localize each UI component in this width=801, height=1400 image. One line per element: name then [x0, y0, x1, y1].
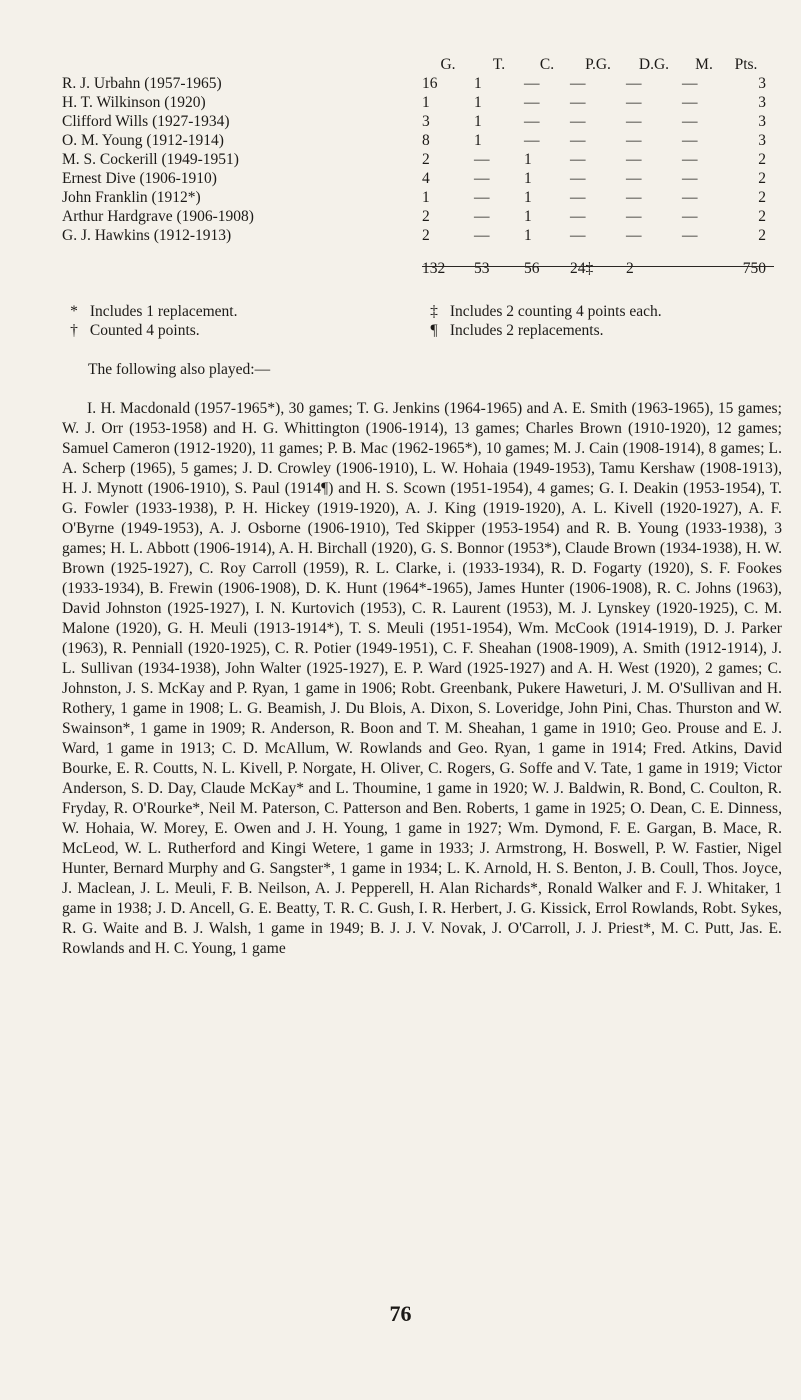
- player-name: Arthur Hardgrave (1906-1908): [62, 208, 254, 225]
- scoring-table: [62, 54, 766, 278]
- cell-m: —: [682, 151, 698, 168]
- cell-pg: —: [570, 208, 586, 225]
- cell-pg: —: [570, 94, 586, 111]
- player-name: Clifford Wills (1927-1934): [62, 113, 230, 130]
- cell-pts: 3: [758, 94, 766, 111]
- cell-g: 2: [422, 208, 430, 225]
- cell-c: 1: [524, 151, 532, 168]
- cell-pg: —: [570, 227, 586, 244]
- cell-g: 8: [422, 132, 430, 149]
- cell-dg: —: [626, 94, 642, 111]
- footnote: [62, 321, 422, 340]
- total-g: 132: [422, 260, 446, 277]
- footnote: [422, 302, 782, 321]
- cell-m: —: [682, 208, 698, 225]
- cell-g: 16: [422, 75, 438, 92]
- cell-pg: —: [570, 189, 586, 206]
- footnote-mark: *: [70, 303, 78, 320]
- total-pg: 24‡: [570, 260, 594, 277]
- totals-row: [62, 245, 766, 278]
- header-name: [62, 54, 422, 74]
- cell-t: 1: [474, 75, 482, 92]
- cell-pts: 3: [758, 75, 766, 92]
- cell-g: 1: [422, 189, 430, 206]
- player-name: G. J. Hawkins (1912-1913): [62, 227, 232, 244]
- total-t: 53: [474, 260, 490, 277]
- cell-g: 1: [422, 94, 430, 111]
- cell-pts: 2: [758, 170, 766, 187]
- cell-dg: —: [626, 132, 642, 149]
- cell-m: —: [682, 94, 698, 111]
- cell-dg: —: [626, 208, 642, 225]
- cell-pg: —: [570, 113, 586, 130]
- total-pts: 750: [742, 260, 766, 277]
- cell-m: —: [682, 113, 698, 130]
- totals-rule: [422, 266, 774, 267]
- player-name: Ernest Dive (1906-1910): [62, 170, 217, 187]
- footnote-row: [62, 321, 782, 340]
- cell-c: 1: [524, 208, 532, 225]
- table-row: [62, 93, 766, 112]
- cell-c: 1: [524, 189, 532, 206]
- cell-pg: —: [570, 75, 586, 92]
- cell-t: 1: [474, 132, 482, 149]
- cell-pg: —: [570, 170, 586, 187]
- cell-m: —: [682, 170, 698, 187]
- footnote-text: Includes 2 replacements.: [449, 322, 604, 339]
- table-row: [62, 169, 766, 188]
- cell-m: —: [682, 227, 698, 244]
- cell-c: 1: [524, 227, 532, 244]
- cell-g: 2: [422, 227, 430, 244]
- total-m: [682, 245, 726, 278]
- cell-pg: —: [570, 132, 586, 149]
- cell-pg: —: [570, 151, 586, 168]
- footnote-mark: ‡: [430, 303, 438, 320]
- header-goals: G.: [440, 55, 456, 73]
- table-row: [62, 150, 766, 169]
- table-header-row: [62, 54, 766, 74]
- cell-g: 3: [422, 113, 430, 130]
- cell-c: —: [524, 94, 540, 111]
- cell-pts: 2: [758, 208, 766, 225]
- cell-t: —: [474, 151, 490, 168]
- cell-dg: —: [626, 113, 642, 130]
- cell-g: 2: [422, 151, 430, 168]
- cell-c: —: [524, 132, 540, 149]
- table-row: [62, 188, 766, 207]
- cell-c: —: [524, 113, 540, 130]
- total-dg: 2: [626, 260, 634, 277]
- footnote-text: Includes 2 counting 4 points each.: [449, 303, 662, 320]
- cell-pts: 2: [758, 189, 766, 206]
- cell-dg: —: [626, 227, 642, 244]
- table-row: [62, 226, 766, 245]
- header-conversions: C.: [539, 55, 555, 73]
- section-intro: The following also played:—: [88, 361, 271, 378]
- table-row: [62, 74, 766, 93]
- footnote-mark: ¶: [430, 322, 438, 339]
- cell-m: —: [682, 132, 698, 149]
- cell-t: —: [474, 189, 490, 206]
- table-row: [62, 207, 766, 226]
- player-name: O. M. Young (1912-1914): [62, 132, 224, 149]
- cell-pts: 3: [758, 113, 766, 130]
- cell-pts: 2: [758, 227, 766, 244]
- total-c: 56: [524, 260, 540, 277]
- players-paragraph: I. H. Macdonald (1957-1965*), 30 games; T. G. Jenkins (1964-1965) and A. E. Smith (1963-1965), 15 games; W. J. Orr (1953-1958) and H. G. Whittington (1906-1914), 13 games; Charles Brown (1910-1920), 12 games; Samuel Cameron (1912-1920), 11 games; P. B. Mac (1962-1965*), 10 games; M. J. Cain (1908-1914), 8 games; L. A. Scherp (1965), 5 games; J. D. Crowley (1906-1910), L. W. Hohaia (1949-1953), Tamu Kershaw (1908-1913), H. J. Mynott (1906-1910), S. Paul (1914¶) and H. S. Scown (1951-1954), 4 games; G. I. Deakin (1953-1954), T. G. Fowler (1933-1938), P. H. Hickey (1919-1920), A. J. King (1919-1920), A. L. Kivell (1920-1927), A. F. O'Byrne (1949-1953), A. J. Osborne (1906-1910), Ted Skipper (1953-1954) and R. B. Young (1933-1938), 3 games; H. L. Abbott (1906-1914), A. H. Birchall (1920), G. S. Bonnor (1953*), Claude Brown (1934-1938), H. W. Brown (1925-1927), C. Roy Carroll (1959), R. L. Clarke, i. (1933-1934), R. D. Fogarty (1920), S. F. Fookes (1933-1934), B. Frewin (1906-1908), D. K. Hunt (1964*-1965), James Hunter (1906-1908), R. C. Johns (1963), David Johnston (1925-1927), I. N. Kurtovich (1953), C. R. Laurent (1953), M. J. Lynskey (1920-1925), C. M. Malone (1920), G. H. Meuli (1913-1914*), T. S. Meuli (1951-1954), Wm. McCook (1914-1919), D. J. Parker (1963), R. Penniall (1920-1925), C. R. Potier (1949-1951), C. F. Sheahan (1908-1909), A. Smith (1912-1914), J. L. Sullivan (1934-1938), John Walter (1925-1927), E. P. Ward (1925-1927) and A. H. West (1920), 2 games; C. Johnston, J. S. McKay and P. Ryan, 1 game in 1906; Robt. Greenbank, Pukere Haweturi, J. M. O'Sullivan and H. Rothery, 1 game in 1908; L. G. Beamish, J. Du Blois, A. Dixon, S. Loveridge, John Pini, Chas. Thurston and W. Swainson*, 1 game in 1909; R. Anderson, R. Boon and T. M. Sheahan, 1 game in 1910; Geo. Prouse and E. J. Ward, 1 game in 1913; C. D. McAllum, W. Rowlands and Geo. Ryan, 1 game in 1914; Fred. Atkins, David Bourke, E. R. Coutts, N. L. Kivell, P. Norgate, H. Oliver, C. Rogers, G. Soffe and V. Tate, 1 game in 1919; Victor Anderson, S. D. Day, Claude McKay* and L. Thoumine, 1 game in 1920; W. J. Baldwin, R. Bond, C. Coulton, R. Fryday, R. O'Rourke*, Neil M. Paterson, C. Patterson and Ben. Roberts, 1 game in 1925; O. Dean, C. E. Dinness, W. Hohaia, W. Morey, E. Owen and J. H. Young, 1 game in 1927; Wm. Dymond, F. E. Gargan, B. Mace, R. McLeod, W. L. Rutherford and Kingi Wetere, 1 game in 1933; J. Armstrong, H. Boswell, P. W. Fastier, Nigel Hunter, Bernard Murphy and G. Sangster*, 1 game in 1934; L. K. Arnold, H. S. Benton, J. B. Coull, Thos. Joyce, J. Maclean, J. L. Meuli, F. B. Neilson, A. J. Pepperell, H. Alan Richards*, Ronald Walker and F. J. Whitaker, 1 game in 1938; J. D. Ancell, G. E. Beatty, T. R. C. Gush, I. R. Herbert, J. G. Kissick, Errol Rowlands, Robt. Sykes, R. G. Waite and B. J. Walsh, 1 game in 1949; B. J. J. V. Novak, J. O'Carroll, J. J. Priest*, M. C. Putt, Jas. E. Rowlands and H. C. Young, 1 game: [62, 399, 782, 957]
- footnote-row: [62, 302, 782, 321]
- cell-t: —: [474, 227, 490, 244]
- footnote-text: Counted 4 points.: [89, 322, 200, 339]
- cell-m: —: [682, 189, 698, 206]
- player-name: M. S. Cockerill (1949-1951): [62, 151, 239, 168]
- cell-pts: 3: [758, 132, 766, 149]
- footnote-text: Includes 1 replacement.: [89, 303, 238, 320]
- cell-dg: —: [626, 170, 642, 187]
- table-row: [62, 112, 766, 131]
- player-name: H. T. Wilkinson (1920): [62, 94, 206, 111]
- cell-pts: 2: [758, 151, 766, 168]
- cell-t: —: [474, 170, 490, 187]
- page-number: 76: [389, 1301, 412, 1326]
- cell-t: —: [474, 208, 490, 225]
- cell-c: —: [524, 75, 540, 92]
- cell-t: 1: [474, 94, 482, 111]
- cell-dg: —: [626, 151, 642, 168]
- cell-g: 4: [422, 170, 430, 187]
- header-penalty-goals: P.G.: [585, 55, 611, 73]
- cell-dg: —: [626, 75, 642, 92]
- header-points: Pts.: [734, 55, 758, 73]
- player-name: John Franklin (1912*): [62, 189, 201, 206]
- table-row: [62, 131, 766, 150]
- footnotes: [62, 302, 782, 340]
- footnote-mark: †: [70, 322, 78, 339]
- cell-t: 1: [474, 113, 482, 130]
- player-name: R. J. Urbahn (1957-1965): [62, 75, 222, 92]
- header-tries: T.: [492, 55, 506, 73]
- cell-m: —: [682, 75, 698, 92]
- footnote: [62, 302, 422, 321]
- cell-dg: —: [626, 189, 642, 206]
- header-drop-goals: D.G.: [638, 55, 670, 73]
- totals-label: [62, 245, 422, 278]
- cell-c: 1: [524, 170, 532, 187]
- footnote: [422, 321, 782, 340]
- header-marks: M.: [695, 55, 713, 73]
